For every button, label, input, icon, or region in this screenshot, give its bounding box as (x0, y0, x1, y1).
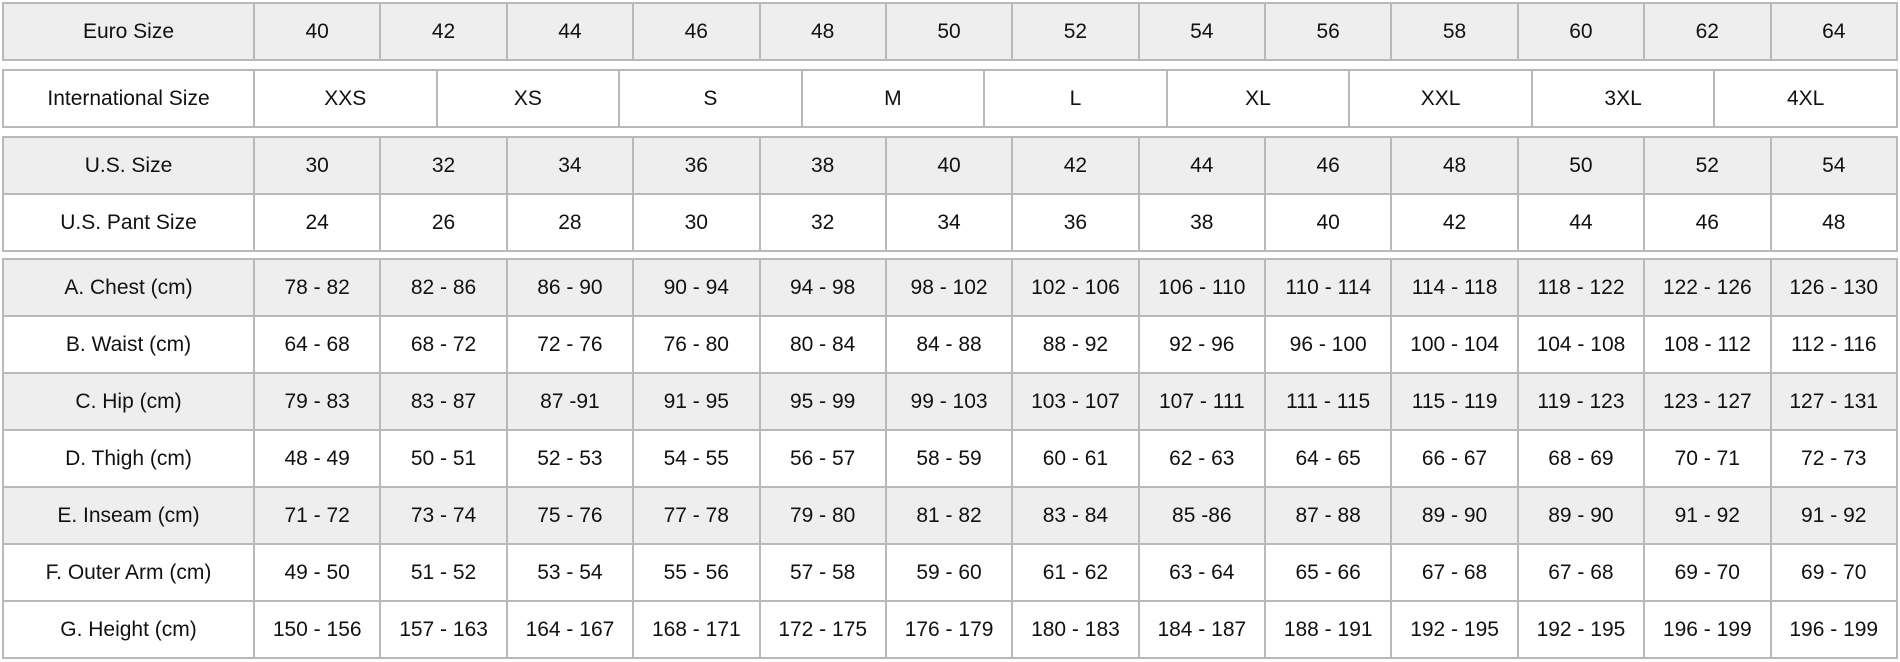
international-size-cell: 4XL (1714, 70, 1897, 127)
us-size-cell: 30 (254, 137, 380, 194)
hip-cell: 83 - 87 (380, 373, 506, 430)
height-cell: 172 - 175 (760, 601, 886, 658)
inseam-cell: 71 - 72 (254, 487, 380, 544)
chest-cell: 114 - 118 (1391, 259, 1517, 316)
measurements-table (2, 258, 1898, 659)
us-pant-size-cell: 28 (507, 194, 633, 251)
us-pant-size-cell: 44 (1518, 194, 1644, 251)
international-size-label: International Size (3, 70, 254, 127)
outer-arm-cell: 63 - 64 (1139, 544, 1265, 601)
waist-cell: 108 - 112 (1644, 316, 1770, 373)
us-size-cell: 48 (1391, 137, 1517, 194)
inseam-cell: 91 - 92 (1644, 487, 1770, 544)
euro-size-cell: 60 (1518, 3, 1644, 60)
height-cell: 184 - 187 (1139, 601, 1265, 658)
waist-cell: 104 - 108 (1518, 316, 1644, 373)
outer-arm-cell: 65 - 66 (1265, 544, 1391, 601)
euro-size-cell: 44 (507, 3, 633, 60)
waist-cell: 100 - 104 (1391, 316, 1517, 373)
hip-cell: 79 - 83 (254, 373, 380, 430)
euro-size-cell: 58 (1391, 3, 1517, 60)
us-size-cell: 32 (380, 137, 506, 194)
waist-cell: 96 - 100 (1265, 316, 1391, 373)
euro-size-cell: 50 (886, 3, 1012, 60)
us-size-table (2, 136, 1898, 252)
height-cell: 192 - 195 (1518, 601, 1644, 658)
inseam-cell: 87 - 88 (1265, 487, 1391, 544)
international-size-table (2, 69, 1898, 128)
outer-arm-cell: 57 - 58 (760, 544, 886, 601)
inseam-cell: 89 - 90 (1518, 487, 1644, 544)
thigh-cell: 64 - 65 (1265, 430, 1391, 487)
hip-cell: 123 - 127 (1644, 373, 1770, 430)
height-cell: 196 - 199 (1644, 601, 1770, 658)
international-size-cell: M (802, 70, 985, 127)
euro-size-cell: 42 (380, 3, 506, 60)
outer-arm-cell: 61 - 62 (1012, 544, 1138, 601)
outer-arm-row (3, 544, 1897, 601)
waist-row (3, 316, 1897, 373)
thigh-cell: 70 - 71 (1644, 430, 1770, 487)
us-pant-size-cell: 24 (254, 194, 380, 251)
us-pant-size-cell: 34 (886, 194, 1012, 251)
outer-arm-cell: 51 - 52 (380, 544, 506, 601)
us-pant-size-cell: 30 (633, 194, 759, 251)
hip-row (3, 373, 1897, 430)
chest-cell: 106 - 110 (1139, 259, 1265, 316)
hip-cell: 111 - 115 (1265, 373, 1391, 430)
thigh-cell: 72 - 73 (1771, 430, 1898, 487)
us-size-cell: 46 (1265, 137, 1391, 194)
thigh-cell: 56 - 57 (760, 430, 886, 487)
us-size-cell: 44 (1139, 137, 1265, 194)
height-cell: 176 - 179 (886, 601, 1012, 658)
chest-cell: 98 - 102 (886, 259, 1012, 316)
us-pant-size-cell: 42 (1391, 194, 1517, 251)
hip-cell: 127 - 131 (1771, 373, 1898, 430)
waist-cell: 84 - 88 (886, 316, 1012, 373)
us-size-cell: 42 (1012, 137, 1138, 194)
waist-cell: 88 - 92 (1012, 316, 1138, 373)
chest-cell: 118 - 122 (1518, 259, 1644, 316)
us-pant-size-cell: 46 (1644, 194, 1770, 251)
chest-cell: 82 - 86 (380, 259, 506, 316)
chest-cell: 90 - 94 (633, 259, 759, 316)
height-cell: 150 - 156 (254, 601, 380, 658)
thigh-cell: 52 - 53 (507, 430, 633, 487)
euro-size-label: Euro Size (3, 3, 254, 60)
inseam-cell: 91 - 92 (1771, 487, 1898, 544)
waist-cell: 72 - 76 (507, 316, 633, 373)
outer-arm-cell: 67 - 68 (1391, 544, 1517, 601)
height-cell: 188 - 191 (1265, 601, 1391, 658)
outer-arm-cell: 53 - 54 (507, 544, 633, 601)
thigh-cell: 66 - 67 (1391, 430, 1517, 487)
us-pant-size-cell: 26 (380, 194, 506, 251)
outer-arm-label: F. Outer Arm (cm) (3, 544, 254, 601)
thigh-label: D. Thigh (cm) (3, 430, 254, 487)
us-size-cell: 54 (1771, 137, 1898, 194)
us-pant-size-cell: 40 (1265, 194, 1391, 251)
chest-cell: 78 - 82 (254, 259, 380, 316)
chest-row (3, 259, 1897, 316)
inseam-cell: 77 - 78 (633, 487, 759, 544)
inseam-cell: 89 - 90 (1391, 487, 1517, 544)
hip-cell: 103 - 107 (1012, 373, 1138, 430)
international-size-cell: 3XL (1532, 70, 1715, 127)
us-size-cell: 50 (1518, 137, 1644, 194)
waist-label: B. Waist (cm) (3, 316, 254, 373)
waist-cell: 92 - 96 (1139, 316, 1265, 373)
international-size-cell: S (619, 70, 802, 127)
euro-size-table (2, 2, 1898, 61)
hip-cell: 95 - 99 (760, 373, 886, 430)
thigh-cell: 58 - 59 (886, 430, 1012, 487)
chest-label: A. Chest (cm) (3, 259, 254, 316)
international-size-cell: XS (437, 70, 620, 127)
thigh-row (3, 430, 1897, 487)
chest-cell: 110 - 114 (1265, 259, 1391, 316)
us-size-row (3, 137, 1897, 194)
euro-size-cell: 64 (1771, 3, 1898, 60)
height-label: G. Height (cm) (3, 601, 254, 658)
us-pant-size-label: U.S. Pant Size (3, 194, 254, 251)
us-pant-size-cell: 48 (1771, 194, 1898, 251)
inseam-cell: 73 - 74 (380, 487, 506, 544)
inseam-cell: 85 -86 (1139, 487, 1265, 544)
waist-cell: 112 - 116 (1771, 316, 1898, 373)
thigh-cell: 68 - 69 (1518, 430, 1644, 487)
hip-cell: 107 - 111 (1139, 373, 1265, 430)
outer-arm-cell: 69 - 70 (1644, 544, 1770, 601)
inseam-cell: 79 - 80 (760, 487, 886, 544)
euro-size-cell: 40 (254, 3, 380, 60)
chest-cell: 122 - 126 (1644, 259, 1770, 316)
chest-cell: 126 - 130 (1771, 259, 1898, 316)
inseam-cell: 83 - 84 (1012, 487, 1138, 544)
hip-cell: 115 - 119 (1391, 373, 1517, 430)
height-row (3, 601, 1897, 658)
hip-cell: 91 - 95 (633, 373, 759, 430)
us-size-label: U.S. Size (3, 137, 254, 194)
inseam-cell: 81 - 82 (886, 487, 1012, 544)
height-cell: 168 - 171 (633, 601, 759, 658)
height-cell: 164 - 167 (507, 601, 633, 658)
international-size-cell: L (984, 70, 1167, 127)
outer-arm-cell: 69 - 70 (1771, 544, 1898, 601)
waist-cell: 76 - 80 (633, 316, 759, 373)
inseam-cell: 75 - 76 (507, 487, 633, 544)
us-size-cell: 36 (633, 137, 759, 194)
hip-cell: 99 - 103 (886, 373, 1012, 430)
international-size-row (3, 70, 1897, 127)
us-size-cell: 40 (886, 137, 1012, 194)
height-cell: 157 - 163 (380, 601, 506, 658)
waist-cell: 64 - 68 (254, 316, 380, 373)
waist-cell: 80 - 84 (760, 316, 886, 373)
euro-size-cell: 62 (1644, 3, 1770, 60)
thigh-cell: 50 - 51 (380, 430, 506, 487)
thigh-cell: 62 - 63 (1139, 430, 1265, 487)
euro-size-cell: 48 (760, 3, 886, 60)
chest-cell: 102 - 106 (1012, 259, 1138, 316)
euro-size-cell: 56 (1265, 3, 1391, 60)
us-size-cell: 52 (1644, 137, 1770, 194)
hip-label: C. Hip (cm) (3, 373, 254, 430)
height-cell: 192 - 195 (1391, 601, 1517, 658)
us-pant-size-cell: 36 (1012, 194, 1138, 251)
euro-size-cell: 52 (1012, 3, 1138, 60)
us-pant-size-row (3, 194, 1897, 251)
height-cell: 196 - 199 (1771, 601, 1898, 658)
thigh-cell: 48 - 49 (254, 430, 380, 487)
international-size-cell: XXL (1349, 70, 1532, 127)
chest-cell: 94 - 98 (760, 259, 886, 316)
inseam-row (3, 487, 1897, 544)
us-pant-size-cell: 32 (760, 194, 886, 251)
us-pant-size-cell: 38 (1139, 194, 1265, 251)
outer-arm-cell: 59 - 60 (886, 544, 1012, 601)
international-size-cell: XXS (254, 70, 437, 127)
euro-size-cell: 54 (1139, 3, 1265, 60)
hip-cell: 119 - 123 (1518, 373, 1644, 430)
chest-cell: 86 - 90 (507, 259, 633, 316)
outer-arm-cell: 49 - 50 (254, 544, 380, 601)
international-size-cell: XL (1167, 70, 1350, 127)
waist-cell: 68 - 72 (380, 316, 506, 373)
euro-size-cell: 46 (633, 3, 759, 60)
us-size-cell: 34 (507, 137, 633, 194)
us-size-cell: 38 (760, 137, 886, 194)
inseam-label: E. Inseam (cm) (3, 487, 254, 544)
euro-size-row (3, 3, 1897, 60)
outer-arm-cell: 55 - 56 (633, 544, 759, 601)
thigh-cell: 60 - 61 (1012, 430, 1138, 487)
height-cell: 180 - 183 (1012, 601, 1138, 658)
thigh-cell: 54 - 55 (633, 430, 759, 487)
outer-arm-cell: 67 - 68 (1518, 544, 1644, 601)
hip-cell: 87 -91 (507, 373, 633, 430)
